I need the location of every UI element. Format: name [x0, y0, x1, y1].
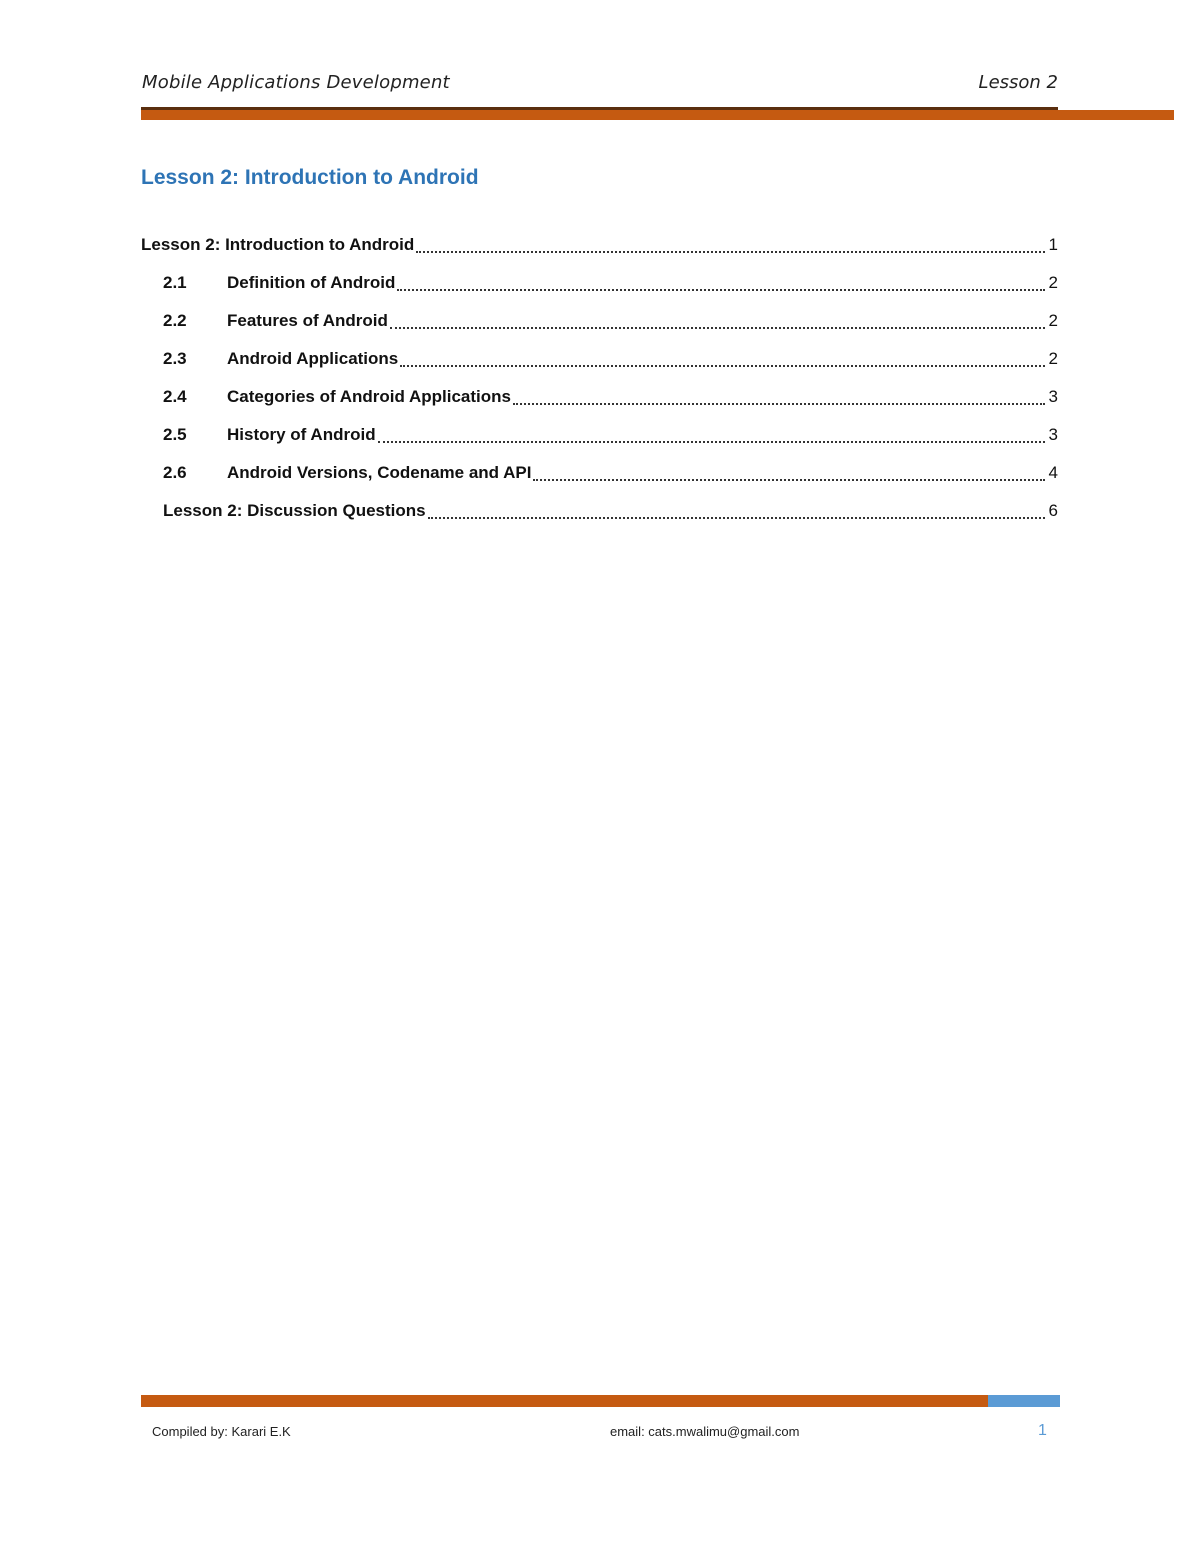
table-of-contents — [141, 226, 1058, 530]
footer-email: email: cats.mwalimu@gmail.com — [610, 1424, 800, 1439]
toc-page-number: 2 — [1048, 349, 1058, 368]
toc-entry-2-3[interactable] — [141, 340, 1058, 378]
header-lesson-label: Lesson 2 — [978, 72, 1058, 93]
footer-rule-orange — [141, 1395, 988, 1407]
toc-entry-text: Categories of Android Applications — [227, 387, 511, 406]
toc-entry-text: Lesson 2: Discussion Questions — [163, 501, 426, 520]
toc-entry-number: 2.5 — [163, 425, 187, 444]
toc-dot-leader — [390, 325, 1045, 329]
toc-entry-text: Definition of Android — [227, 273, 396, 292]
toc-entry-lesson[interactable] — [141, 226, 1058, 264]
toc-dot-leader — [533, 477, 1044, 481]
toc-entry-2-5[interactable] — [141, 416, 1058, 454]
toc-dot-leader — [397, 287, 1044, 291]
footer-page-number: 1 — [1038, 1422, 1047, 1439]
toc-page-number: 2 — [1048, 273, 1058, 292]
toc-entry-2-4[interactable] — [141, 378, 1058, 416]
header-rule-thick — [141, 110, 1174, 120]
toc-entry-text: Android Versions, Codename and API — [227, 463, 532, 482]
toc-entry-number: 2.2 — [163, 311, 187, 330]
toc-page-number: 2 — [1048, 311, 1058, 330]
toc-entry-text: History of Android — [227, 425, 376, 444]
toc-page-number: 3 — [1048, 387, 1058, 406]
toc-entry-2-6[interactable] — [141, 454, 1058, 492]
toc-entry-number: 2.4 — [163, 387, 187, 406]
toc-entry-text: Lesson 2: Introduction to Android — [141, 235, 415, 254]
toc-entry-discussion-questions[interactable] — [141, 492, 1058, 530]
toc-page-number: 1 — [1048, 235, 1058, 254]
document-title: Lesson 2: Introduction to Android — [141, 166, 479, 189]
toc-entry-text: Features of Android — [227, 311, 388, 330]
toc-dot-leader — [513, 401, 1045, 405]
toc-dot-leader — [428, 515, 1045, 519]
toc-entry-number: 2.1 — [163, 273, 187, 292]
toc-entry-number: 2.6 — [163, 463, 187, 482]
toc-page-number: 6 — [1048, 501, 1058, 520]
toc-entry-2-1[interactable] — [141, 264, 1058, 302]
toc-entry-number: 2.3 — [163, 349, 187, 368]
footer-rule-blue — [988, 1395, 1060, 1407]
toc-entry-text: Android Applications — [227, 349, 399, 368]
toc-page-number: 3 — [1048, 425, 1058, 444]
toc-entry-2-2[interactable] — [141, 302, 1058, 340]
toc-dot-leader — [416, 249, 1044, 253]
header-course-title: Mobile Applications Development — [142, 72, 450, 93]
toc-dot-leader — [378, 439, 1045, 443]
footer-author: Compiled by: Karari E.K — [152, 1424, 291, 1439]
toc-dot-leader — [400, 363, 1044, 367]
toc-page-number: 4 — [1048, 463, 1058, 482]
